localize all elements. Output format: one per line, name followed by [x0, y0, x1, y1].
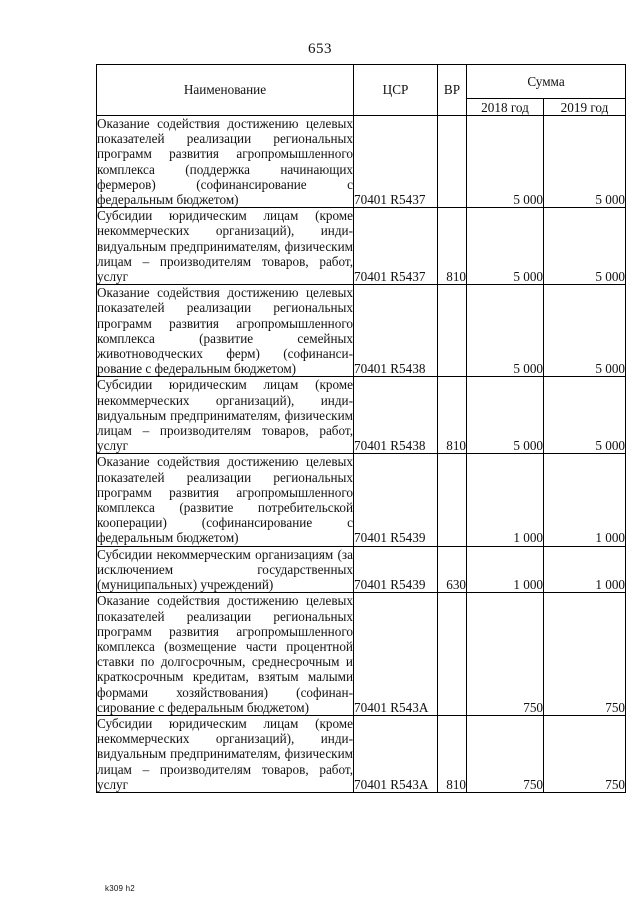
row-name: Субсидии юридическим лицам (кроме некоммерческих организаций), индивидуальным предпринимателям, физическим лицам – производителям товаров, работ, услуг — [97, 715, 353, 792]
table-row — [97, 593, 626, 716]
row-name: Оказание содействия достижению целевых показателей реализации региональных программ развития агропромышленного комплекса (развитие потребительской кооперации) (софинансирование с федеральным бюджетом) — [97, 454, 353, 546]
row-csr: 70401 R5437 — [354, 116, 438, 208]
row-csr: 70401 R543A — [354, 593, 438, 716]
row-amount-2019: 5 000 — [544, 377, 626, 454]
row-vr: 810 — [438, 377, 467, 454]
table-row — [97, 715, 626, 792]
table-row — [97, 377, 626, 454]
table-row — [97, 208, 626, 285]
row-vr: 810 — [438, 715, 467, 792]
row-amount-2019: 5 000 — [544, 285, 626, 377]
budget-table — [96, 64, 626, 793]
row-csr: 70401 R543A — [354, 715, 438, 792]
row-csr: 70401 R5438 — [354, 377, 438, 454]
table-row — [97, 116, 626, 208]
row-amount-2018: 1 000 — [467, 546, 544, 593]
header-year-2019: 2019 год — [544, 99, 626, 116]
row-amount-2018: 5 000 — [467, 116, 544, 208]
table-body — [97, 116, 626, 793]
header-csr: ЦСР — [354, 65, 438, 116]
row-csr: 70401 R5439 — [354, 546, 438, 593]
row-amount-2018: 5 000 — [467, 208, 544, 285]
row-vr: 630 — [438, 546, 467, 593]
page-number: 653 — [308, 41, 332, 57]
row-amount-2019: 5 000 — [544, 116, 626, 208]
row-name: Оказание содействия достижению целевых показателей реализации региональных программ развития агропромышленного комплекса (поддержка начинающих фермеров) (софинансирование с федеральным бюджетом) — [97, 116, 353, 208]
row-vr: 810 — [438, 208, 467, 285]
row-name: Оказание содействия достижению целевых показателей реализации региональных программ развития агропромышленного комплекса (возмещение части процентной ставки по долгосрочным, среднесрочным и краткосрочным кредитам, взятым малыми формами хозяйствования) (софинансирование с федеральным бюджетом) — [97, 593, 353, 715]
row-amount-2019: 750 — [544, 593, 626, 716]
row-name: Оказание содействия достижению целевых показателей реализации региональных программ развития агропромышленного комплекса (развитие семейных животноводческих ферм) (софинансирование с федеральным бюджетом) — [97, 285, 353, 377]
row-name: Субсидии юридическим лицам (кроме некоммерческих организаций), индивидуальным предпринимателям, физическим лицам – производителям товаров, работ, услуг — [97, 208, 353, 285]
row-name: Субсидии юридическим лицам (кроме некоммерческих организаций), индивидуальным предпринимателям, физическим лицам – производителям товаров, работ, услуг — [97, 377, 353, 454]
row-amount-2018: 5 000 — [467, 285, 544, 377]
row-amount-2019: 750 — [544, 715, 626, 792]
row-csr: 70401 R5438 — [354, 285, 438, 377]
table-row — [97, 285, 626, 377]
table-header — [97, 65, 626, 116]
row-amount-2018: 750 — [467, 715, 544, 792]
row-amount-2019: 1 000 — [544, 454, 626, 546]
row-vr — [438, 454, 467, 546]
row-vr — [438, 285, 467, 377]
header-year-2018: 2018 год — [467, 99, 544, 116]
row-csr: 70401 R5437 — [354, 208, 438, 285]
header-vr: ВР — [438, 65, 467, 116]
header-name: Наименование — [97, 65, 354, 116]
row-amount-2018: 5 000 — [467, 377, 544, 454]
table-row — [97, 546, 626, 593]
row-vr — [438, 116, 467, 208]
header-sum: Сумма — [467, 65, 626, 99]
footer-code: k309 h2 — [105, 884, 135, 893]
row-amount-2018: 1 000 — [467, 454, 544, 546]
row-amount-2019: 5 000 — [544, 208, 626, 285]
row-vr — [438, 593, 467, 716]
row-amount-2019: 1 000 — [544, 546, 626, 593]
row-name: Субсидии некоммерческим организациям (за исключением государственных (муниципальных) учреждений) — [97, 546, 353, 593]
row-csr: 70401 R5439 — [354, 454, 438, 546]
table-row — [97, 454, 626, 546]
row-amount-2018: 750 — [467, 593, 544, 716]
